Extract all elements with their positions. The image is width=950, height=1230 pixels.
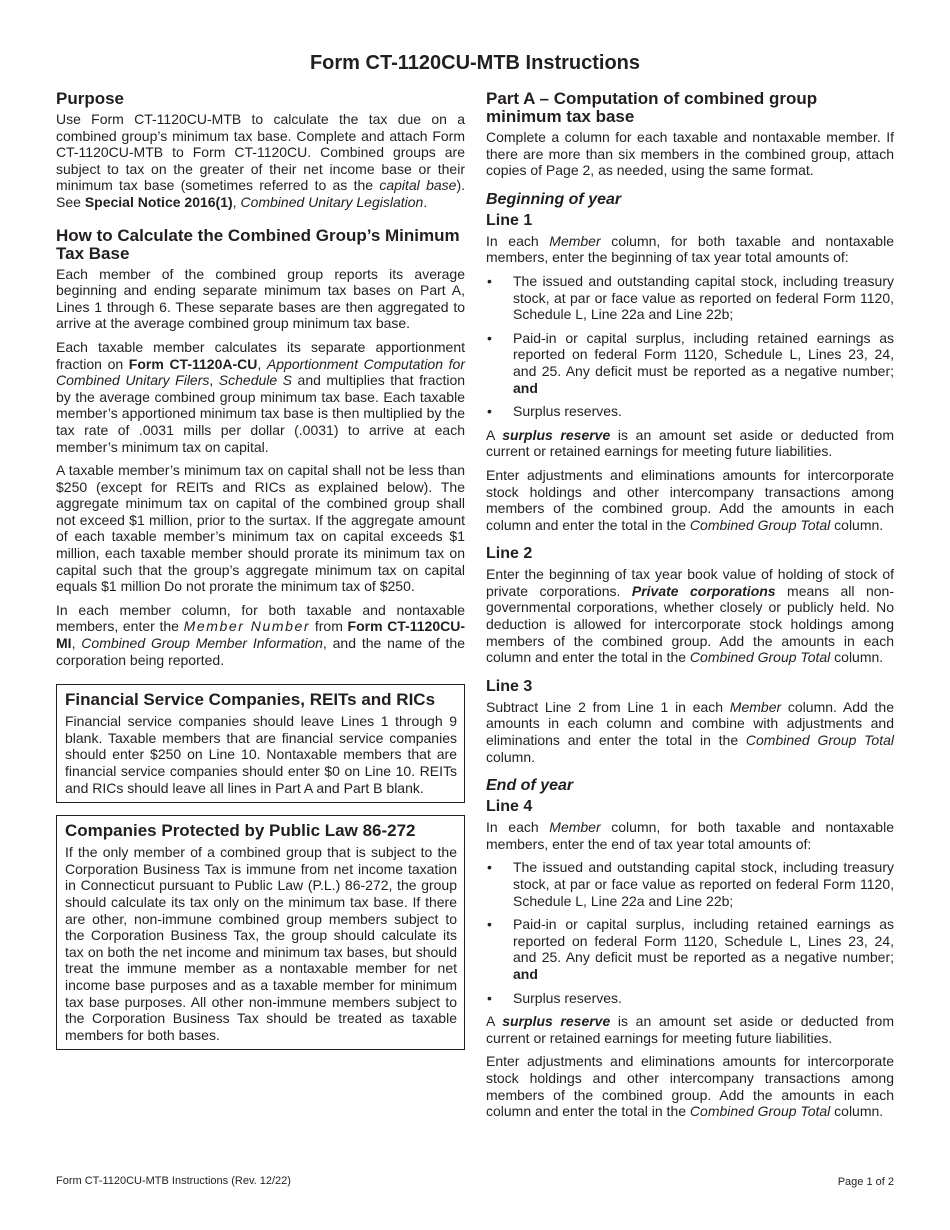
public-law-box (56, 815, 465, 1050)
public-law-text: If the only member of a combined group that is subject to the Corporation Business Tax is immune from net income taxation in Connecticut pursuant to Public Law (P.L.) 86-272, the group should calculate its tax only on the minimum tax base. If there are other, non-immune combined group members subject to the Corporation Business Tax, the group should calculate its tax on both the net income and minimum tax bases, but should treat the immune member as a nontaxable member for net income base purposes and as a taxable member for minimum tax base purposes. All other non-immune members subject to the Corporation Business Tax should be treated as taxable members for both bases. (65, 844, 457, 1043)
line-1-intro: In each Member column, for both taxable and nontaxable members, enter the beginning of tax year total amounts of: (486, 232, 894, 266)
how-to-calculate-heading: How to Calculate the Combined Group’s Minimum Tax Base (56, 225, 460, 263)
line-1-list (486, 273, 894, 420)
list-item: • Surplus reserves. (486, 403, 894, 420)
purpose-heading: Purpose (56, 89, 125, 108)
how-to-calculate-section (56, 227, 465, 669)
line-2-text: Enter the beginning of tax year book value of holding of stock of private corporations. Private corporations means all non-governmental corporations, whether closely or publicly held. No deduction is allowed for intercorporate stock holdings among members of the combined group. Add the amounts in each column and enter the total in the Combined Group Total column. (486, 566, 895, 666)
line-2-heading: Line 2 (486, 545, 533, 563)
line-4-surplus-definition: A surplus reserve is an amount set aside or deducted from current or retained earnings for meeting future liabilities. (486, 1013, 894, 1046)
line-1-surplus-definition: A surplus reserve is an amount set aside or deducted from current or retained earnings for meeting future liabilities. (486, 426, 894, 460)
financial-services-heading: Financial Service Companies, REITs and RICs (65, 690, 436, 710)
purpose-paragraph: Use Form CT-1120CU-MTB to calculate the tax due on a combined group’s minimum tax base. Complete and attach Form CT-1120CU-MTB to Form CT-1120CU. Combined groups are subject to tax on the greater of their net income base or their minimum tax base (sometimes referred to as the capital base). See Special Notice 2016(1), Combined Unitary Legislation. (56, 111, 465, 210)
list-item: • The issued and outstanding capital stock, including treasury stock, at par or face value as reported on federal Form 1120, Schedule L, Line 22a and Line 22b; (486, 273, 894, 323)
line-3-heading: Line 3 (486, 677, 533, 695)
list-item: • Surplus reserves. (486, 990, 894, 1007)
list-item: • Paid-in or capital surplus, including retained earnings as reported on federal Form 1120, Schedule L, Lines 23, 24, and 25. Any deficit must be reported as a negative number; and (486, 330, 894, 396)
financial-services-text: Financial service companies should leave Lines 1 through 9 blank. Taxable members that are financial service companies should enter $250 on Line 10. Nontaxable members that are financial service companies should enter $0 on Line 10. REITs and RICs should leave all lines in Part A and Part B blank. (65, 713, 457, 796)
line-1-heading: Line 1 (486, 211, 533, 229)
line-3-section (486, 678, 894, 765)
financial-services-box (56, 684, 465, 803)
end-of-year-heading: End of year (486, 777, 574, 795)
line-4-heading: Line 4 (486, 798, 533, 816)
public-law-heading: Companies Protected by Public Law 86-272 (65, 821, 416, 841)
part-a-heading: Part A – Computation of combined group minimum tax base (486, 89, 818, 126)
how-paragraph-4: In each member column, for both taxable and nontaxable members, enter the Member Number from Form CT-1120CU-MI, Combined Group Member Information, and the name of the corporation being reported. (56, 601, 465, 668)
footer-form-revision: Form CT-1120CU-MTB Instructions (Rev. 12/22) (56, 1175, 291, 1187)
line-4-section (486, 798, 894, 1120)
beginning-of-year-heading: Beginning of year (486, 190, 622, 208)
line-3-text: Subtract Line 2 from Line 1 in each Member column. Add the amounts in each column and combine with adjustments and eliminations and enter the total in the Combined Group Total column. (486, 698, 894, 765)
line-1-section (486, 212, 894, 534)
right-column (486, 90, 894, 1127)
part-a-section (486, 90, 894, 179)
purpose-section (56, 90, 465, 211)
line-2-section (486, 545, 894, 666)
list-item: • Paid-in or capital surplus, including retained earnings as reported on federal Form 1120, Schedule L, Lines 23, 24, and 25. Any deficit must be reported as a negative number; and (486, 916, 894, 982)
line-4-list (486, 859, 894, 1006)
list-item: • The issued and outstanding capital stock, including treasury stock, at par or face value as reported on federal Form 1120, Schedule L, Line 22a and Line 22b; (486, 859, 894, 909)
line-4-adjustments: Enter adjustments and eliminations amounts for intercorporate stock holdings and other intercompany transactions among members of the combined group. Add the amounts in each column and enter the total in the Combined Group Total column. (486, 1053, 894, 1120)
page-title: Form CT-1120CU-MTB Instructions (309, 52, 641, 74)
part-a-intro: Complete a column for each taxable and nontaxable member. If there are more than six members in the combined group, attach copies of Page 2, as needed, using the same format. (486, 129, 894, 179)
line-4-intro: In each Member column, for both taxable and nontaxable members, enter the end of tax year total amounts of: (486, 819, 894, 852)
how-paragraph-1: Each member of the combined group reports its average beginning and ending separate minimum tax bases on Part A, Lines 1 through 6. These separate bases are then aggregated to arrive at the average combined group minimum tax base. (56, 265, 465, 332)
footer-page-number: Page 1 of 2 (837, 1176, 894, 1188)
line-1-adjustments: Enter adjustments and eliminations amounts for intercorporate stock holdings and other intercompany transactions among members of the combined group. Add the amounts in each column and enter the total in the Combined Group Total column. (486, 466, 894, 533)
left-column (56, 90, 465, 1062)
how-paragraph-2: Each taxable member calculates its separate apportionment fraction on Form CT-1120A-CU, Apportionment Computation for Combined Unitary Filers, Schedule S and multiplies that fraction by the average combined group minimum tax base. Each taxable member’s apportioned minimum tax base is then multiplied by the tax rate of .0031 mills per dollar (.0031) to arrive at each member’s minimum tax on capital. (56, 338, 466, 455)
how-paragraph-3: A taxable member’s minimum tax on capital shall not be less than $250 (except for REITs and RICs as explained below). The aggregate minimum tax on capital of the combined group shall not exceed $1 million, prior to the surtax. If the aggregate amount of each taxable member’s minimum tax on capital exceeds $1 million, each taxable member should prorate its minimum tax on capital such that the group’s aggregate minimum tax on capital equals $1 million Do not prorate the minimum tax of $250. (56, 462, 465, 595)
